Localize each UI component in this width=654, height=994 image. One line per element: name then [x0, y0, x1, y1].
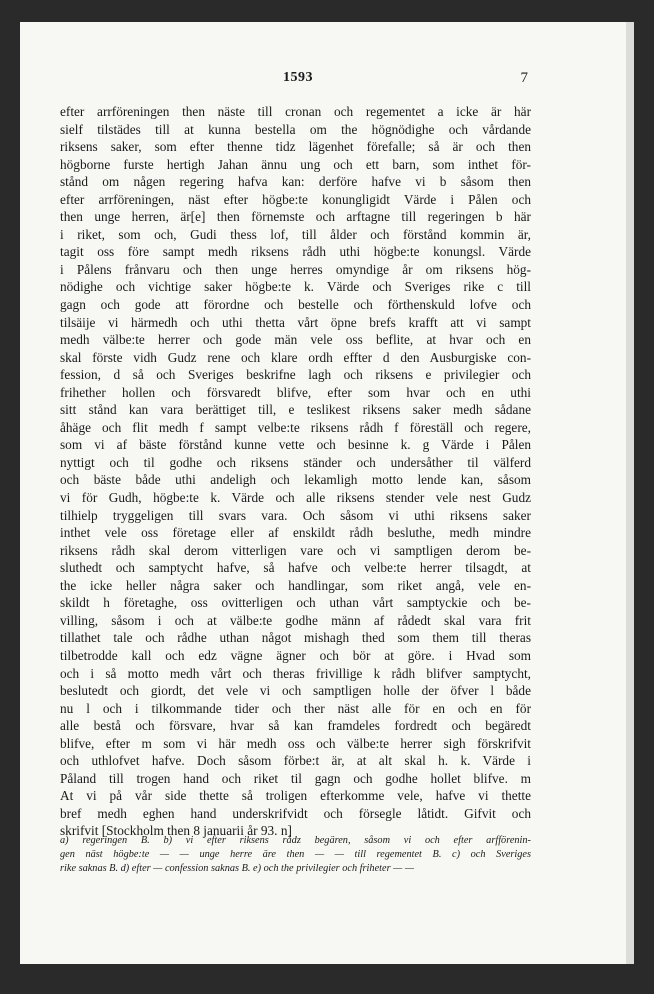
text-line: åhäge och flit medh f sampt velbe:te riksens rådh f föreställ och regere,: [60, 419, 531, 435]
text-line: i Pålens frånvaru och then unge herres omyndige år om riksens hög-: [60, 261, 531, 277]
text-line: efter arrföreningen, näst efter högbe:te konungligidt Värde i Pålen och: [60, 191, 531, 207]
header-year: 1593: [283, 70, 313, 85]
text-line: och bäste både uthi andeligh och lekamligh motto lende kan, såsom: [60, 472, 531, 488]
main-text: [60, 103, 531, 840]
text-line: tilhielp tryggeligen till svars vara. Och såsom vi uthi riksens saker: [60, 507, 531, 523]
text-line: beslutedt och giordt, det vele vi och samptligen holle der öfver l både: [60, 683, 531, 699]
text-line: frihether hollen och försvaredt blifve, efter som hvar och en uthi: [60, 384, 531, 400]
text-line: tillathet tale och rådhe uthan något mishagh thed som them till theras: [60, 630, 531, 646]
text-line: sluthedt och samptycht hafve, så hafve och velbe:te herrer tilsagdt, at: [60, 560, 531, 576]
text-line: nu l och i tilkommande tider och ther näst alle för en och en för: [60, 700, 531, 716]
text-line: stånd om någen regering hafva kan: derföre hafve vi b såsom then: [60, 174, 531, 190]
text-line: och i så motto medh vårt och theras frivillige k rådh blifver samptycht,: [60, 665, 531, 681]
text-line: nödighe och vichtige saker högbe:te k. Värde och Sveriges rike c till: [60, 279, 531, 295]
text-line: villing, såsom i och at välbe:te godhe männ af rådedt skal vara frit: [60, 612, 531, 628]
text-line: medh välbe:te herrer och gode män vele oss beflite, at hvar och en: [60, 332, 531, 348]
footnotes: [60, 834, 531, 876]
text-line: tilbetrodde kall och edz vägne ägner och bör at göre. i Hvad som: [60, 647, 531, 663]
text-line: then unge herren, är[e] then förnemste och arftagne till regeringen b här: [60, 209, 531, 225]
text-line: i riket, som och, Gudi thess lof, till ålder och förstånd kommin är,: [60, 226, 531, 242]
page-number: 7: [520, 70, 528, 86]
text-line: tilsäije vi härmedh och uthi thetta vårt öpne brefs krafft att vi sampt: [60, 314, 531, 330]
text-line: och uthlofvet hafve. Doch såsom förbe:t är, at alt skal h. k. Värde i: [60, 753, 531, 769]
footnote-line: a) regeringen B. b) vi efter riksens rådz begären, såsom vi och efter arfförenin-: [60, 835, 531, 846]
text-line: sitt stånd kan vara berättiget till, e teslikest riksens saker medh sådane: [60, 402, 531, 418]
text-line: riksens rådh skal derom vitterligen vare och vi samptligen derom be-: [60, 542, 531, 558]
text-line: inthet vele oss företage eller af enskildt rådh besluthe, medh mindre: [60, 525, 531, 541]
text-line: vi för Gudh, högbe:te k. Värde och alle riksens stender vele nest Gudz: [60, 490, 531, 506]
text-line: högborne furste hertigh Jahan ännu ung och ett barn, som inthet för-: [60, 156, 531, 172]
footnote-line: gen näst högbe:te — — unge herre äre then — — till regementet B. c) och Sveriges: [60, 849, 531, 860]
text-line: sielf tilstädes till at kunna bestella om the högnödighe och vårdande: [60, 121, 531, 137]
text-line: tagit oss före sampt medh riksens rådh uthi högbe:te konungsl. Värde: [60, 244, 531, 260]
text-line: Påland till trogen hand och riket til gagn och godhe hollet blifve. m: [60, 770, 531, 786]
text-line: nyttigt och til godhe och riksens ständer och undersåther til välferd: [60, 454, 531, 470]
text-line: riksens saker, som efter thenne tidz lägenhet förefalle; så är och then: [60, 139, 531, 155]
text-line: bref medh eghen hand underskrifvidt och försegle låtidt. Gifvit och: [60, 805, 531, 821]
text-line: skildt h företaghe, oss ovitterligen och uthan vårt samptyckie och be-: [60, 595, 531, 611]
footnote-line: rike saknas B. d) efter — confession saknas B. e) och the privilegier och friheter — —: [60, 863, 415, 874]
text-line: som vi af bäste förstånd kunne vette och besinne k. g Värde i Pålen: [60, 437, 531, 453]
page-edge: [626, 22, 634, 964]
text-line: fession, d så och Sveriges beskrifne lagh och riksens e privilegier och: [60, 367, 531, 383]
text-line: blifve, efter m som vi här medh oss och välbe:te herrer sigh förskrifvit: [60, 735, 531, 751]
text-line: efter arrföreningen then näste till cronan och regementet a icke är här: [60, 104, 531, 119]
text-line: At vi på vår side thette så troligen efterkomme vele, hafve vi thette: [60, 788, 531, 804]
text-line: alle bestå och försvare, hvar så kan framdeles fordredt och begäredt: [60, 718, 531, 734]
text-line: gagn och gode att förordne och bestelle och förthenskuld lofve och: [60, 297, 531, 313]
running-header: [60, 70, 530, 92]
text-line: skrifvit [Stockholm then 8 januarii år 93. n]: [60, 823, 292, 839]
text-line: skal förste vidh Gudz rene och klare ordh effter d den Ausburgiske con-: [60, 349, 531, 365]
text-line: the icke heller några saker och handlingar, som riket angå, vele en-: [60, 577, 531, 593]
